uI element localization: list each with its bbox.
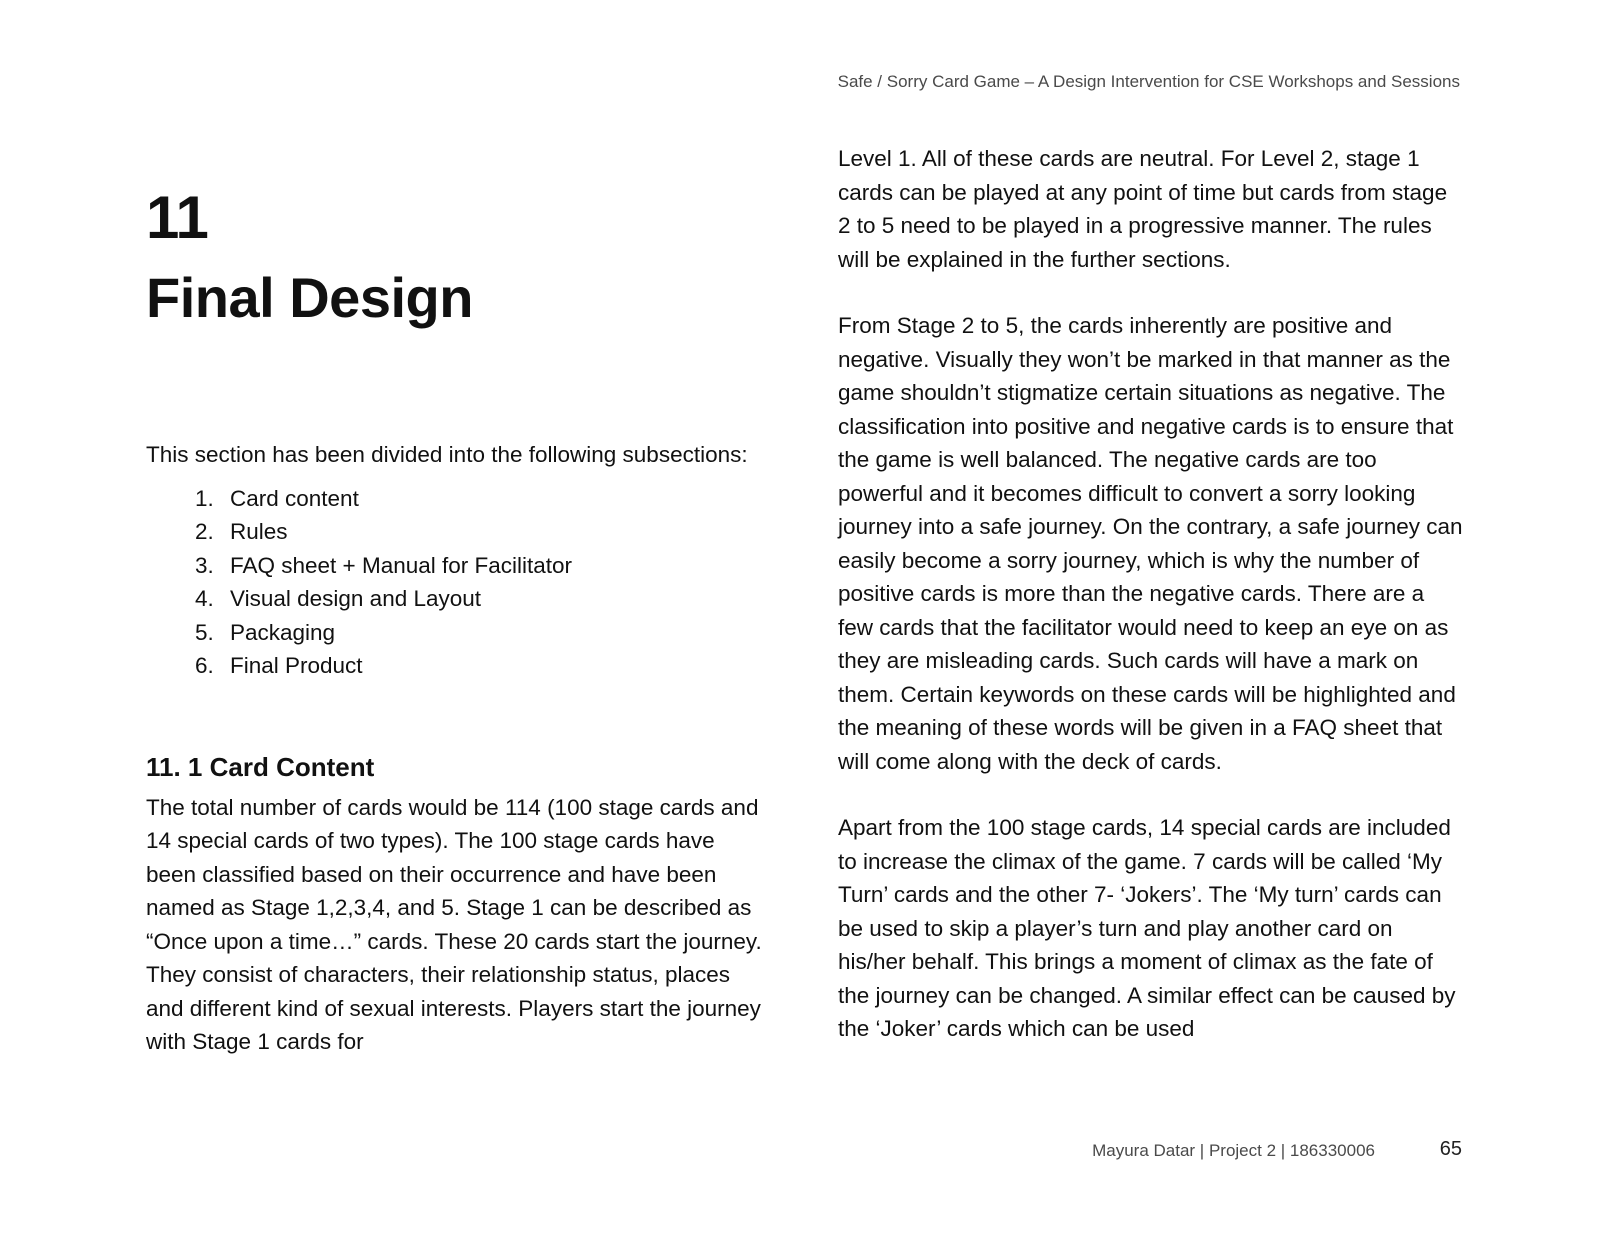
running-header: Safe / Sorry Card Game – A Design Intervention for CSE Workshops and Sessions xyxy=(837,72,1460,91)
body-paragraph: Apart from the 100 stage cards, 14 special cards are included to increase the climax of the game. 7 cards will be called ‘My Turn’ cards and the other 7- ‘Jokers’. The ‘My turn’ cards can be used to skip a player’s turn and play another card on his/her behalf. This brings a moment of climax as the fate of the journey can be changed. A similar effect can be caused by the ‘Joker’ cards which can be used xyxy=(838,815,1456,1041)
subsection-list xyxy=(146,482,766,683)
section-paragraph: The total number of cards would be 114 (100 stage cards and 14 special cards of two types). The 100 stage cards have been classified based on their occurrence and have been named as Stage 1,2,3,4, and 5. Stage 1 can be described as “Once upon a time…” cards. These 20 cards start the journey. They consist of characters, their relationship status, places and different kind of sexual interests. Players start the journey with Stage 1 cards for xyxy=(146,794,762,1054)
body-paragraph: Level 1. All of these cards are neutral. For Level 2, stage 1 cards can be played at any point of time but cards from stage 2 to 5 need to be played in a progressive manner. The rules will be explained in the further sections. xyxy=(838,146,1448,272)
section-heading: 11. 1 Card Content xyxy=(146,751,375,782)
list-item: 5. Packaging xyxy=(220,616,766,650)
list-item: 1. Card content xyxy=(220,482,766,516)
footer-credit: Mayura Datar | Project 2 | 186330006 xyxy=(1092,1141,1375,1160)
list-item: 2. Rules xyxy=(220,515,766,549)
list-item: 3. FAQ sheet + Manual for Facilitator xyxy=(220,549,766,583)
intro-text: This section has been divided into the following subsections: xyxy=(146,442,748,467)
body-paragraph: From Stage 2 to 5, the cards inherently are positive and negative. Visually they won’t be marked in that manner as the game shouldn’t stigmatize certain situations as negative. The classification into positive and negative cards is to ensure that the game is well balanced. The negative cards are too powerful and it becomes difficult to convert a sorry looking journey into a safe journey. On the contrary, a safe journey can easily become a sorry journey, which is why the number of positive cards is more than the negative cards. There are a few cards that the facilitator would need to keep an eye on as they are misleading cards. Such cards will have a mark on them. Certain keywords on these cards will be highlighted and the meaning of these words will be given in a FAQ sheet that will come along with the deck of cards. xyxy=(838,313,1463,774)
chapter-title: Final Design xyxy=(146,266,473,329)
left-column xyxy=(146,150,766,1059)
chapter-number: 11 xyxy=(146,184,209,251)
list-item: 6. Final Product xyxy=(220,649,766,683)
right-column xyxy=(838,142,1463,1046)
list-item: 4. Visual design and Layout xyxy=(220,582,766,616)
page-number: 65 xyxy=(1439,1138,1462,1160)
